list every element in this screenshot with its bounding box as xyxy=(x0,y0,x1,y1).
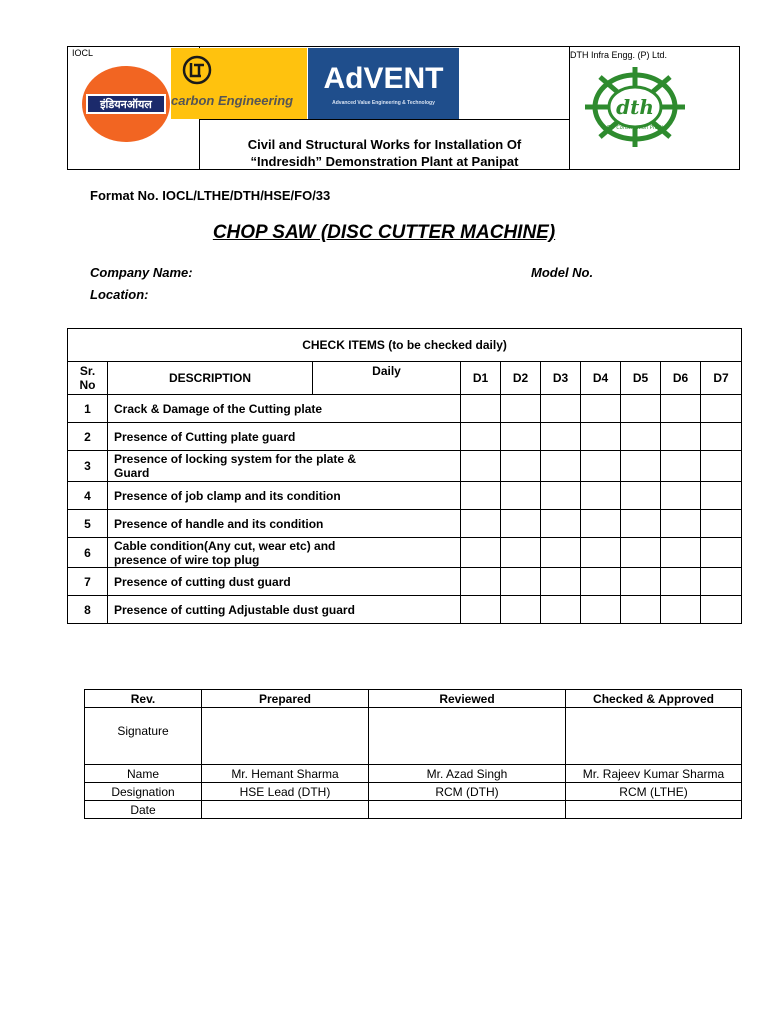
day-check-cell[interactable] xyxy=(541,482,581,510)
advent-logo-text: AdVENT xyxy=(323,62,444,95)
day-check-cell[interactable] xyxy=(661,482,701,510)
approval-cell[interactable] xyxy=(202,708,369,765)
sr-no-cell: 6 xyxy=(68,538,108,568)
day-check-cell[interactable] xyxy=(461,395,501,423)
description-text: Presence of handle and its condition xyxy=(114,516,324,531)
sr-no-cell: 8 xyxy=(68,596,108,624)
approval-row xyxy=(85,783,742,801)
approval-row xyxy=(85,801,742,819)
day-check-cell[interactable] xyxy=(621,510,661,538)
approval-cell[interactable] xyxy=(566,708,742,765)
description-cell xyxy=(108,510,461,538)
header-divider xyxy=(199,119,570,120)
advent-tagline: Advanced Value Engineering & Technology xyxy=(332,100,435,106)
approval-header-row xyxy=(85,690,742,708)
day-check-cell[interactable] xyxy=(661,568,701,596)
day-check-cell[interactable] xyxy=(581,395,621,423)
day-check-cell[interactable] xyxy=(661,423,701,451)
day-check-cell[interactable] xyxy=(501,451,541,482)
table-row xyxy=(68,423,742,451)
day-check-cell[interactable] xyxy=(501,568,541,596)
day-check-cell[interactable] xyxy=(701,596,742,624)
project-title xyxy=(200,136,569,170)
table-row xyxy=(68,395,742,423)
reviewed-header: Reviewed xyxy=(369,690,566,708)
description-text: Presence of cutting dust guard xyxy=(114,574,291,589)
table-row xyxy=(68,482,742,510)
contractor-name: DTH Infra Engg. (P) Ltd. xyxy=(570,50,668,60)
day-check-cell[interactable] xyxy=(701,451,742,482)
check-items-table xyxy=(67,328,742,624)
iocl-logo-text: इंडियनऑयल xyxy=(100,98,152,111)
day-header: D5 xyxy=(621,362,661,395)
lt-logo xyxy=(171,48,307,119)
description-text: Presence of locking system for the plate & Guard xyxy=(114,452,357,480)
day-check-cell[interactable] xyxy=(501,482,541,510)
approval-cell: Mr. Rajeev Kumar Sharma xyxy=(566,765,742,783)
approval-cell: RCM (DTH) xyxy=(369,783,566,801)
day-check-cell[interactable] xyxy=(581,510,621,538)
day-check-cell[interactable] xyxy=(581,482,621,510)
approval-cell[interactable] xyxy=(369,708,566,765)
day-check-cell[interactable] xyxy=(461,423,501,451)
day-check-cell[interactable] xyxy=(461,482,501,510)
approval-cell: RCM (LTHE) xyxy=(566,783,742,801)
day-check-cell[interactable] xyxy=(461,451,501,482)
day-header: D2 xyxy=(501,362,541,395)
day-check-cell[interactable] xyxy=(701,482,742,510)
day-check-cell[interactable] xyxy=(621,482,661,510)
day-check-cell[interactable] xyxy=(661,510,701,538)
day-header: D7 xyxy=(701,362,742,395)
table-row xyxy=(68,510,742,538)
day-check-cell[interactable] xyxy=(501,395,541,423)
day-check-cell[interactable] xyxy=(621,451,661,482)
approval-row-label: Name xyxy=(85,765,202,783)
approval-row-label: Date xyxy=(85,801,202,819)
day-check-cell[interactable] xyxy=(661,395,701,423)
description-text: Crack & Damage of the Cutting plate xyxy=(114,401,323,416)
dth-logo-text: dth xyxy=(616,95,654,119)
description-cell xyxy=(108,596,461,624)
day-check-cell[interactable] xyxy=(661,451,701,482)
day-check-cell[interactable] xyxy=(581,568,621,596)
day-check-cell[interactable] xyxy=(621,395,661,423)
day-check-cell[interactable] xyxy=(461,510,501,538)
day-check-cell[interactable] xyxy=(621,596,661,624)
day-check-cell[interactable] xyxy=(501,538,541,568)
day-check-cell[interactable] xyxy=(581,451,621,482)
day-check-cell[interactable] xyxy=(701,510,742,538)
client-tag: IOCL xyxy=(72,48,94,58)
day-check-cell[interactable] xyxy=(621,423,661,451)
description-header: DESCRIPTION xyxy=(108,362,313,395)
approval-cell[interactable] xyxy=(566,801,742,819)
day-check-cell[interactable] xyxy=(541,423,581,451)
description-cell xyxy=(108,482,461,510)
day-check-cell[interactable] xyxy=(661,596,701,624)
day-check-cell[interactable] xyxy=(541,596,581,624)
approval-row-label: Designation xyxy=(85,783,202,801)
check-table-header-row xyxy=(68,362,742,395)
approval-cell: Mr. Azad Singh xyxy=(369,765,566,783)
day-check-cell[interactable] xyxy=(621,538,661,568)
approval-cell[interactable] xyxy=(202,801,369,819)
day-header: D4 xyxy=(581,362,621,395)
day-check-cell[interactable] xyxy=(701,538,742,568)
approval-row xyxy=(85,765,742,783)
approval-table xyxy=(84,689,742,819)
sr-no-header: Sr. No xyxy=(68,362,108,395)
project-title-line2: “Indresidh” Demonstration Plant at Panipat xyxy=(250,154,519,169)
day-check-cell[interactable] xyxy=(621,568,661,596)
sr-no-cell: 7 xyxy=(68,568,108,596)
table-row xyxy=(68,451,742,482)
header-divider xyxy=(569,46,570,170)
approved-header: Checked & Approved xyxy=(566,690,742,708)
dth-tagline: For Construction Profit xyxy=(606,125,664,131)
table-row xyxy=(68,596,742,624)
sr-no-cell: 2 xyxy=(68,423,108,451)
day-check-cell[interactable] xyxy=(581,596,621,624)
day-check-cell[interactable] xyxy=(701,423,742,451)
day-check-cell[interactable] xyxy=(581,423,621,451)
sr-no-cell: 5 xyxy=(68,510,108,538)
description-cell xyxy=(108,538,461,568)
description-text: Cable condition(Any cut, wear etc) and presence of wire top plug xyxy=(114,538,336,567)
day-check-cell[interactable] xyxy=(541,395,581,423)
approval-cell: Mr. Hemant Sharma xyxy=(202,765,369,783)
day-header: D1 xyxy=(461,362,501,395)
day-check-cell[interactable] xyxy=(701,568,742,596)
location-label: Location: xyxy=(90,287,149,302)
lt-emblem-icon xyxy=(181,54,213,86)
day-check-cell[interactable] xyxy=(581,538,621,568)
description-cell xyxy=(108,423,461,451)
day-check-cell[interactable] xyxy=(461,568,501,596)
sr-no-cell: 3 xyxy=(68,451,108,482)
description-cell xyxy=(108,568,461,596)
approval-cell[interactable] xyxy=(369,801,566,819)
dth-logo xyxy=(578,64,692,154)
approval-row xyxy=(85,708,742,765)
format-number: Format No. IOCL/LTHE/DTH/HSE/FO/33 xyxy=(90,188,331,203)
table-row xyxy=(68,568,742,596)
approval-cell: HSE Lead (DTH) xyxy=(202,783,369,801)
table-row xyxy=(68,538,742,568)
lt-logo-text: carbon Engineering xyxy=(171,93,294,108)
rev-header: Rev. xyxy=(85,690,202,708)
sr-no-cell: 4 xyxy=(68,482,108,510)
daily-header: Daily xyxy=(313,362,461,395)
check-table-caption: CHECK ITEMS (to be checked daily) xyxy=(68,329,742,362)
prepared-header: Prepared xyxy=(202,690,369,708)
day-check-cell[interactable] xyxy=(461,596,501,624)
day-check-cell[interactable] xyxy=(541,568,581,596)
day-check-cell[interactable] xyxy=(501,596,541,624)
day-check-cell[interactable] xyxy=(541,538,581,568)
day-check-cell[interactable] xyxy=(501,510,541,538)
description-text: Presence of Cutting plate guard xyxy=(114,429,296,444)
page-title: CHOP SAW (DISC CUTTER MACHINE) xyxy=(212,222,556,243)
description-text: Presence of job clamp and its condition xyxy=(114,488,341,503)
day-check-cell[interactable] xyxy=(461,538,501,568)
day-check-cell[interactable] xyxy=(661,538,701,568)
description-cell xyxy=(108,451,461,482)
day-header: D3 xyxy=(541,362,581,395)
model-no-label: Model No. xyxy=(531,265,594,280)
project-title-line1: Civil and Structural Works for Installation Of xyxy=(247,137,522,152)
day-check-cell[interactable] xyxy=(541,510,581,538)
company-name-label: Company Name: xyxy=(90,265,193,280)
description-text: Presence of cutting Adjustable dust guard xyxy=(114,602,355,617)
approval-row-label: Signature xyxy=(85,708,202,765)
description-cell xyxy=(108,395,461,423)
day-check-cell[interactable] xyxy=(541,451,581,482)
sr-no-cell: 1 xyxy=(68,395,108,423)
advent-logo xyxy=(308,48,459,119)
day-check-cell[interactable] xyxy=(501,423,541,451)
day-check-cell[interactable] xyxy=(701,395,742,423)
day-header: D6 xyxy=(661,362,701,395)
